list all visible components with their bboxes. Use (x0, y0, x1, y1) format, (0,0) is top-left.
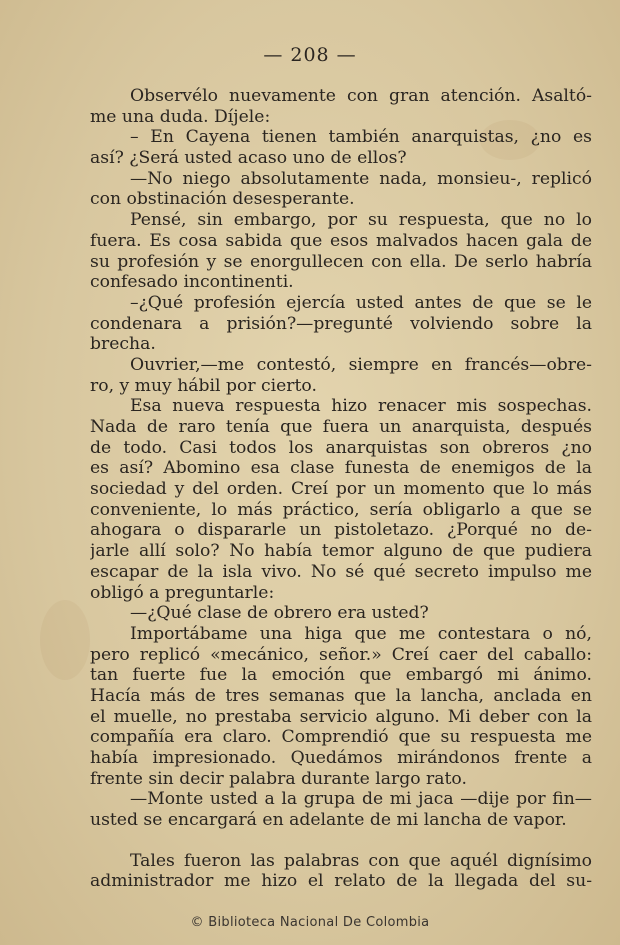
text-line: compañía era claro. Comprendió que su respuesta me (90, 727, 592, 748)
text-line: escapar de la isla vivo. No sé qué secreto impulso me (90, 561, 592, 582)
text-line: administrador me hizo el relato de la llegada del su- (90, 871, 592, 892)
text-line: con obstinación desesperante. (90, 189, 355, 210)
text-line: Observélo nuevamente con gran atención. Asaltó- (130, 86, 592, 106)
text-line: fuera. Es cosa sabida que esos malvados hacen gala de (90, 230, 592, 251)
text-line: de todo. Casi todos los anarquistas son obreros ¿no (90, 437, 592, 458)
text-line: – En Cayena tienen también anarquistas, ¿no es (130, 127, 592, 148)
text-line: Pensé, sin embargo, por su respuesta, que no lo (130, 210, 592, 231)
text-line: —No niego absolutamente nada, monsieu-, replicó (130, 168, 592, 189)
text-line: Hacía más de tres semanas que la lancha, anclada en (90, 685, 592, 706)
text-line: el muelle, no prestaba servicio alguno. Mi deber con la (90, 706, 592, 727)
page-number: — 208 — (263, 44, 357, 66)
text-line: Tales fueron las palabras con que aquél dignísimo (130, 850, 592, 871)
text-line: frente sin decir palabra durante largo rato. (90, 768, 467, 789)
text-line: sociedad y del orden. Creí por un momento que lo más (90, 479, 592, 500)
text-line: había impresionado. Quedámos mirándonos frente a (90, 748, 592, 768)
text-line: me una duda. Díjele: (90, 106, 271, 127)
text-line: Nada de raro tenía que fuera un anarquista, después (90, 417, 592, 437)
text-line: —Monte usted a la grupa de mi jaca —dije por fin— (130, 789, 592, 810)
text-line: Ouvrier,—me contestó, siempre en francés—obre- (130, 354, 592, 375)
text-line: pero replicó «mecánico, señor.» Creí caer del caballo: (90, 644, 592, 665)
text-line: obligó a preguntarle: (90, 582, 275, 603)
text-line: su profesión y se enorgullecen con ella. De serlo habría (90, 251, 592, 272)
text-line: condenara a prisión?—pregunté volviendo sobre la (90, 313, 592, 334)
text-line: conveniente, lo más práctico, sería obligarlo a que se (90, 499, 592, 520)
text-line: brecha. (90, 334, 156, 355)
text-line: jarle allí solo? No había temor alguno de que pudiera (90, 541, 592, 562)
text-line: —¿Qué clase de obrero era usted? (130, 603, 429, 624)
copyright-footer: © Biblioteca Nacional De Colombia (190, 915, 430, 930)
text-line: ahogara o dispararle un pistoletazo. ¿Porqué no de- (90, 520, 592, 541)
text-line: tan fuerte fue la emoción que embargó mi ánimo. (90, 665, 592, 686)
text-line: así? ¿Será usted acaso uno de ellos? (90, 148, 407, 169)
text-line: Esa nueva respuesta hizo renacer mis sospechas. (130, 396, 592, 417)
text-line: –¿Qué profesión ejercía usted antes de que se le (130, 292, 592, 313)
text-line: usted se encargará en adelante de mi lancha de vapor. (90, 810, 567, 831)
text-line: Importábame una higa que me contestara o nó, (130, 623, 592, 644)
body-text (90, 86, 592, 892)
text-line: es así? Abomino esa clase funesta de enemigos de la (90, 458, 592, 479)
text-line: ro, y muy hábil por cierto. (90, 375, 317, 396)
text-line: confesado incontinenti. (90, 272, 294, 293)
paper-stain (40, 600, 90, 680)
